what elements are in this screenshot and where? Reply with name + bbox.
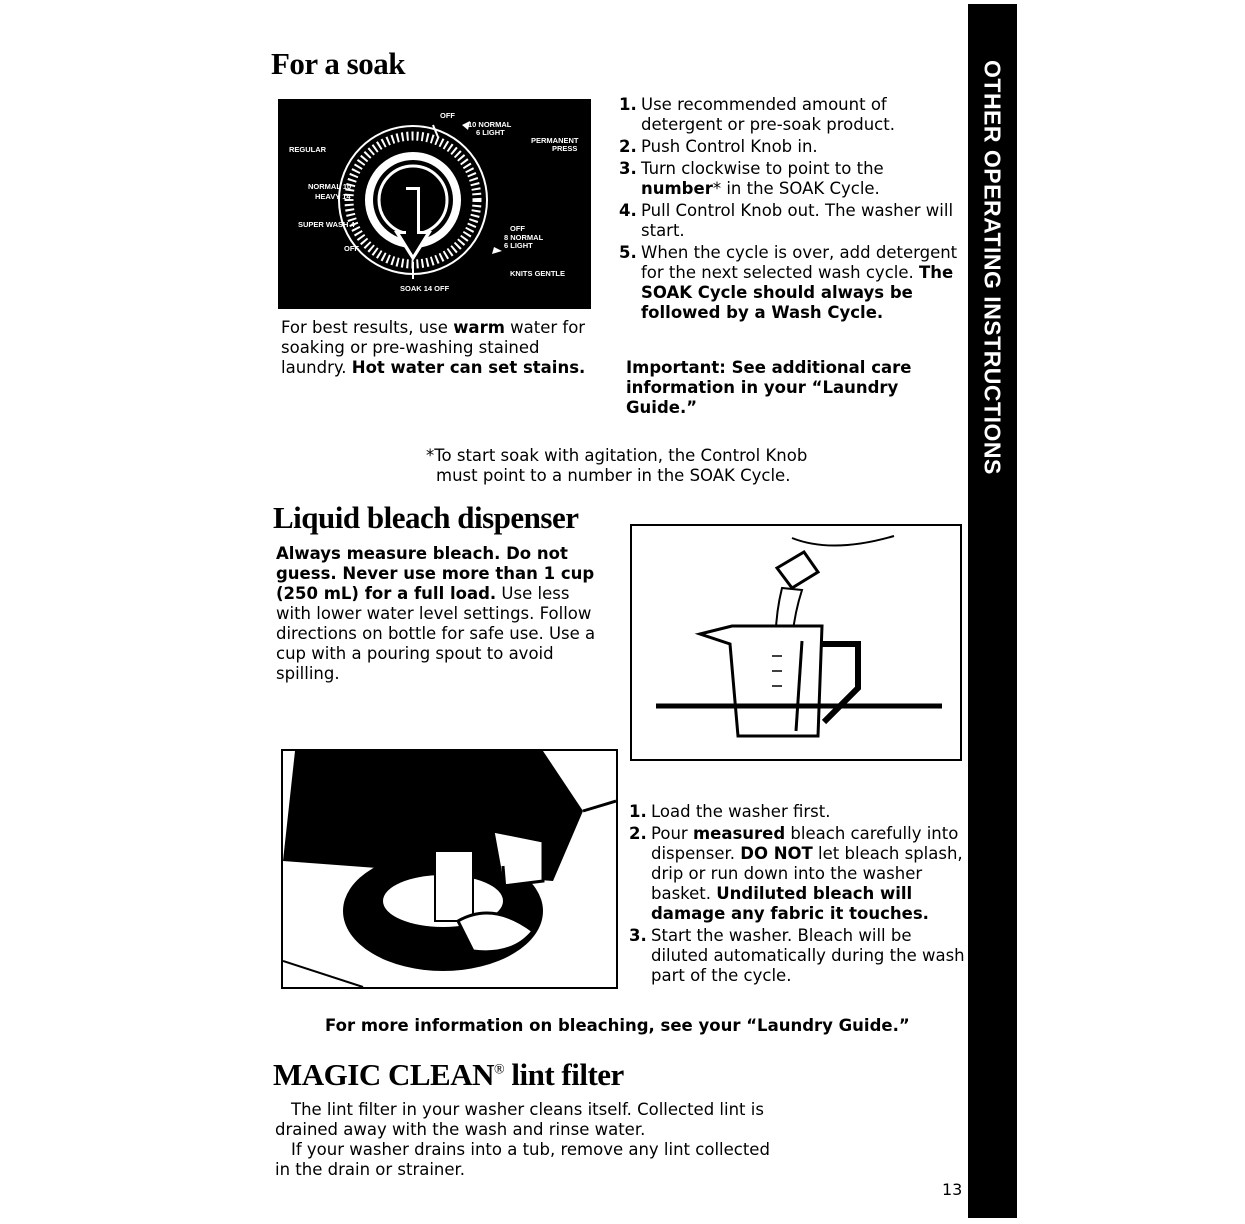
lint-heading bbox=[273, 1057, 624, 1093]
sidebar-tab-label: OTHER OPERATING INSTRUCTIONS bbox=[979, 60, 1006, 475]
list-item: 3. Turn clockwise to point to the number* in the SOAK Cycle. bbox=[619, 159, 884, 198]
footnote-line: must point to a number in the SOAK Cycle. bbox=[436, 466, 791, 485]
list-item: 1. Load the washer first. bbox=[629, 802, 831, 821]
dial-label: 8 NORMAL bbox=[504, 233, 544, 242]
list-item: 3. Start the washer. Bleach will be diluted automatically during the wash part of the cycle. bbox=[629, 926, 965, 985]
dial-label: HEAVY 14 bbox=[315, 192, 351, 201]
lint-paragraph: The lint filter in your washer cleans itself. Collected lint is drained away with the wash and rinse water. bbox=[275, 1100, 764, 1139]
list-item: 4. Pull Control Knob out. The washer will start. bbox=[619, 201, 954, 240]
dial-label: 6 LIGHT bbox=[476, 128, 505, 137]
caption-text: water for soaking or pre-washing stained laundry. bbox=[281, 318, 586, 377]
washer-dispenser-illustration bbox=[281, 749, 618, 989]
registered-mark: ® bbox=[493, 1062, 505, 1078]
soak-steps bbox=[619, 95, 964, 325]
dial-label: SUPER WASH 4 bbox=[298, 220, 355, 229]
dial-label: PRESS bbox=[552, 144, 578, 153]
lint-heading-tail: lint filter bbox=[504, 1057, 624, 1092]
soak-footnote bbox=[426, 446, 846, 486]
washer-icon bbox=[283, 751, 616, 987]
caption-warm: warm bbox=[453, 318, 505, 337]
bleach-warning: Always measure bleach. Do not guess. Never use more than 1 cup (250 mL) for a full load. bbox=[276, 544, 595, 603]
soak-heading: For a soak bbox=[271, 46, 405, 81]
dial-label: SOAK 14 OFF bbox=[400, 284, 450, 293]
dial-label: 6 LIGHT bbox=[504, 241, 533, 250]
control-knob-illustration bbox=[278, 99, 591, 309]
list-item: 2. Pour measured bleach carefully into dispenser. DO NOT let bleach splash, drip or run down into the washer basket. Undiluted bleach will damage any fabric it touches. bbox=[629, 824, 963, 923]
measuring-cup-illustration bbox=[630, 524, 962, 761]
list-item: 2. Push Control Knob in. bbox=[619, 137, 818, 156]
page-number: 13 bbox=[942, 1180, 963, 1199]
dial-label: OFF bbox=[510, 224, 525, 233]
bleach-intro bbox=[276, 544, 598, 684]
dial-label: OFF bbox=[440, 111, 455, 120]
dial-label: NORMAL 10 bbox=[308, 182, 352, 191]
soak-important-note: Important: See additional care information in your “Laundry Guide.” bbox=[626, 358, 912, 417]
bleach-instructions: Use less with lower water level settings. Follow directions on bottle for safe use. Use a cup with a pouring spout to avoid spilling. bbox=[276, 584, 596, 683]
bleach-more-info: For more information on bleaching, see your “Laundry Guide.” bbox=[325, 1016, 910, 1035]
dial-label: KNITS GENTLE bbox=[510, 269, 566, 278]
dial-label: OFF bbox=[344, 244, 359, 253]
measuring-cup-icon bbox=[632, 526, 960, 759]
dial-label: PERMANENT bbox=[531, 136, 579, 145]
caption-warning: Hot water can set stains. bbox=[351, 358, 586, 377]
footnote-line: *To start soak with agitation, the Control Knob bbox=[426, 446, 808, 465]
list-item: 1. Use recommended amount of detergent or pre-soak product. bbox=[619, 95, 895, 134]
dial-label: 10 NORMAL bbox=[468, 120, 512, 129]
bleach-steps bbox=[629, 802, 965, 988]
soak-caption bbox=[281, 318, 591, 378]
bleach-heading: Liquid bleach dispenser bbox=[273, 500, 579, 535]
dial-label: REGULAR bbox=[289, 145, 327, 154]
lint-heading-brand: MAGIC CLEAN bbox=[273, 1057, 494, 1092]
caption-text: For best results, use bbox=[281, 318, 454, 337]
list-item: 5. When the cycle is over, add detergent for the next selected wash cycle. The SOAK Cycle should always be followed by a Wash Cycle. bbox=[619, 243, 958, 322]
lint-body bbox=[275, 1100, 785, 1180]
lint-paragraph: If your washer drains into a tub, remove any lint collected in the drain or strainer. bbox=[275, 1140, 770, 1179]
